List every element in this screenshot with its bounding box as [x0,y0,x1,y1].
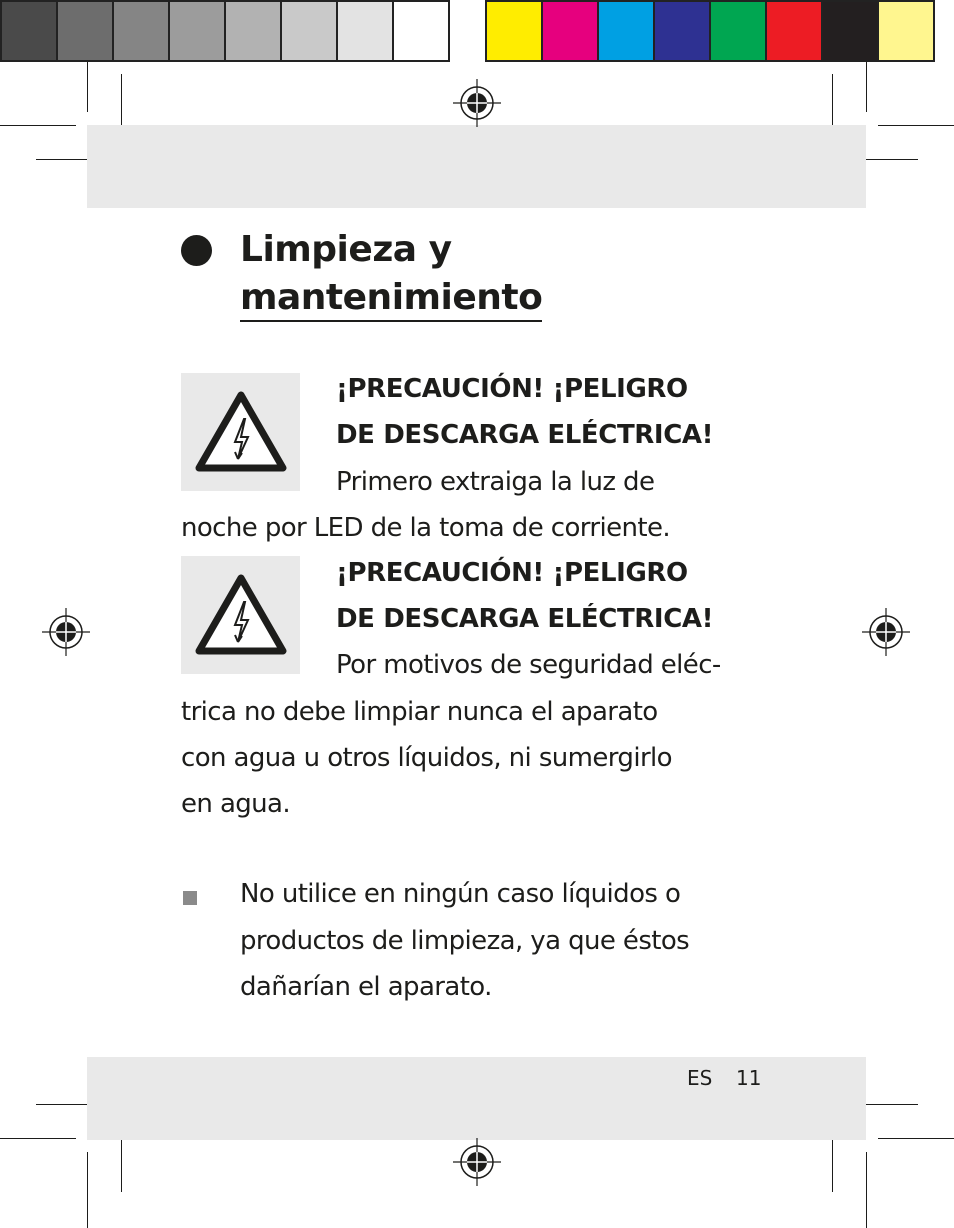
color-swatch [485,0,543,62]
warning-text-line: Por motivos de seguridad eléc- [336,650,721,680]
crop-mark [87,62,88,112]
color-swatch [709,0,767,62]
process-color-bar [485,0,933,62]
page-number: 11 [736,1066,762,1090]
warning-title [336,550,796,642]
warning-title-line: ¡PRECAUCIÓN! ¡PELIGRO [336,374,688,404]
warning-text-line: Primero extraiga la luz de [336,467,655,497]
crop-mark [866,62,867,112]
list-item-line: productos de limpieza, ya que éstos [240,926,690,956]
gray-swatch [0,0,58,62]
list-bullet-icon [183,891,197,905]
footer-language: ES [687,1066,713,1090]
crop-mark [878,125,954,126]
color-swatch [541,0,599,62]
section-title-line2: mantenimiento [240,276,542,322]
crop-mark [0,1138,76,1139]
section-bullet-icon [181,235,212,266]
registration-mark-icon [453,79,501,127]
color-swatch [765,0,823,62]
gray-swatch [280,0,338,62]
warning-title-line: DE DESCARGA ELÉCTRICA! [336,604,714,634]
gray-swatch [168,0,226,62]
crop-mark [878,1138,954,1139]
section-title-line1: Limpieza y [240,229,452,270]
warning-text-line: trica no debe limpiar nunca el aparato [181,697,658,727]
list-item-line: dañarían el aparato. [240,972,492,1002]
warning-text-line: en agua. [181,789,291,819]
electric-shock-warning-icon [195,391,287,473]
warning-text-line: con agua u otros líquidos, ni sumergirlo [181,743,672,773]
color-swatch [821,0,879,62]
warning-text-line: noche por LED de la toma de corriente. [181,513,671,543]
color-swatch [653,0,711,62]
gray-swatch [56,0,114,62]
section-title [240,226,800,322]
gray-color-bar [0,0,448,62]
crop-mark [87,1152,88,1228]
header-band [87,125,866,208]
registration-mark-icon [862,608,910,656]
warning-icon-box [181,373,300,491]
warning-title-line: ¡PRECAUCIÓN! ¡PELIGRO [336,558,688,588]
gray-swatch [392,0,450,62]
crop-mark [866,1152,867,1228]
gray-swatch [336,0,394,62]
warning-title-line: DE DESCARGA ELÉCTRICA! [336,420,714,450]
color-swatch [877,0,935,62]
gray-swatch [112,0,170,62]
crop-mark [0,125,76,126]
gray-swatch [224,0,282,62]
color-swatch [597,0,655,62]
electric-shock-warning-icon [195,574,287,656]
list-item-line: No utilice en ningún caso líquidos o [240,879,681,909]
warning-icon-box [181,556,300,674]
warning-title [336,366,796,458]
registration-mark-icon [453,1138,501,1186]
registration-mark-icon [42,608,90,656]
